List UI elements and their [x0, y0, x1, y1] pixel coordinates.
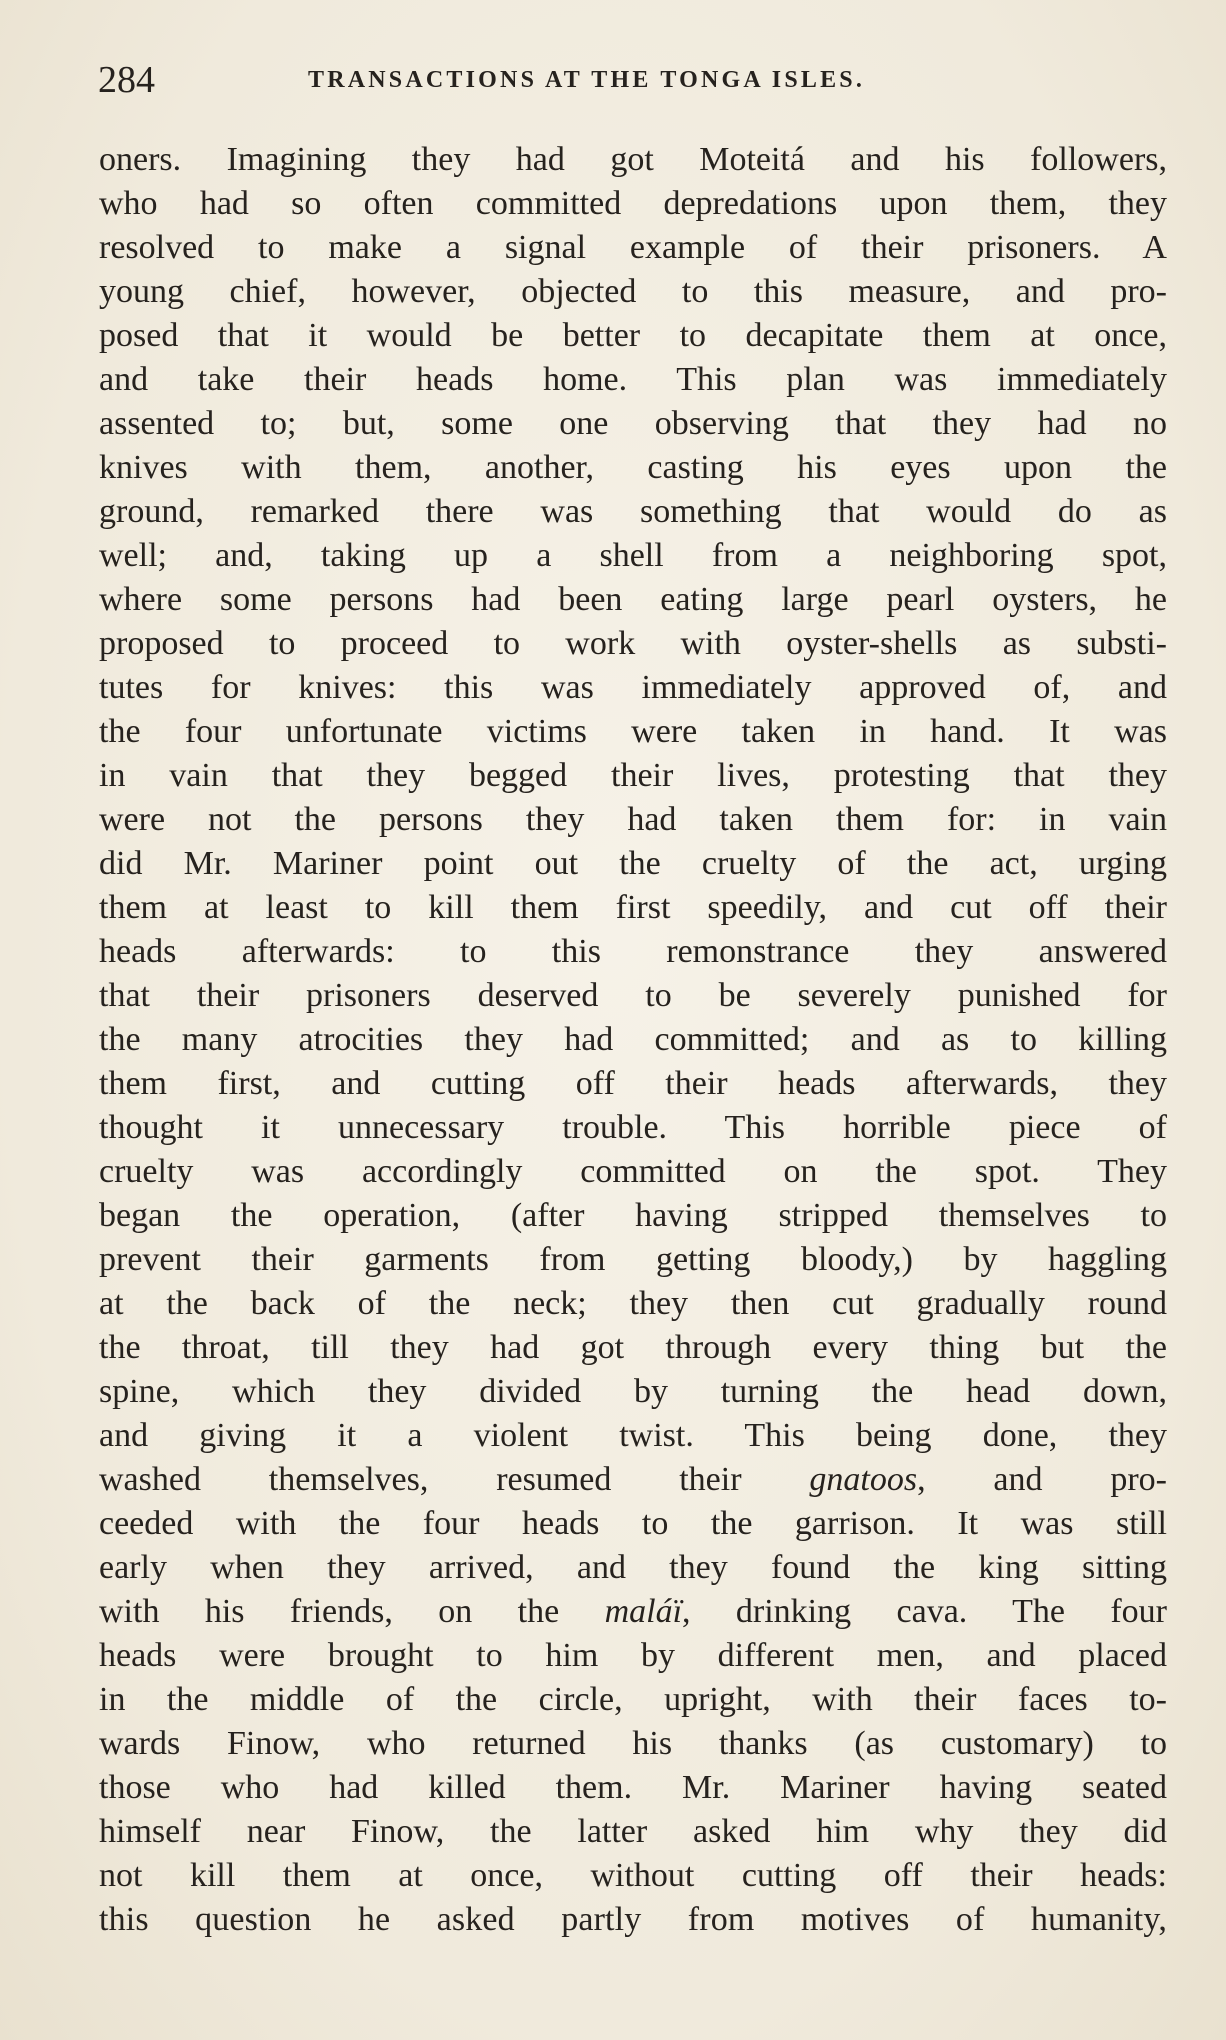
text-line: did Mr. Mariner point out the cruelty of the act, urging [99, 845, 1167, 882]
line-segment: with his friends, on the [99, 1593, 605, 1630]
text-line: early when they arrived, and they found the king sitting [99, 1549, 1167, 1586]
text-line: in vain that they begged their lives, protesting that they [99, 757, 1167, 794]
running-head: TRANSACTIONS AT THE TONGA ISLES. [308, 67, 866, 93]
text-line: and take their heads home. This plan was immediately [99, 361, 1167, 398]
text-line: well; and, taking up a shell from a neighboring spot, [99, 537, 1167, 574]
body-text [99, 138, 1167, 1942]
line-segment: , drinking cava. The four [682, 1593, 1167, 1630]
text-line [99, 1590, 1167, 1634]
text-line [99, 1458, 1167, 1502]
text-line: ground, remarked there was something that would do as [99, 493, 1167, 530]
text-line: not kill them at once, without cutting off their heads: [99, 1857, 1167, 1894]
text-line: cruelty was accordingly committed on the spot. They [99, 1153, 1167, 1190]
text-line: heads were brought to him by different men, and placed [99, 1637, 1167, 1674]
text-line: began the operation, (after having stripped themselves to [99, 1197, 1167, 1234]
text-line: were not the persons they had taken them for: in vain [99, 801, 1167, 838]
text-line: heads afterwards: to this remonstrance they answered [99, 933, 1167, 970]
page-number: 284 [98, 59, 155, 101]
italic-word: maláï [604, 1593, 683, 1630]
text-line: the four unfortunate victims were taken in hand. It was [99, 713, 1167, 750]
text-line: who had so often committed depredations upon them, they [99, 185, 1167, 222]
text-line: oners. Imagining they had got Moteitá and his followers, [99, 141, 1167, 178]
text-line: posed that it would be better to decapitate them at once, [99, 317, 1167, 354]
text-line: thought it unnecessary trouble. This horrible piece of [99, 1109, 1167, 1146]
text-line: young chief, however, objected to this measure, and pro- [99, 273, 1167, 310]
text-line: them at least to kill them first speedily, and cut off their [99, 889, 1167, 926]
text-line: at the back of the neck; they then cut gradually round [99, 1285, 1167, 1322]
text-line: and giving it a violent twist. This being done, they [99, 1417, 1167, 1454]
italic-word: gnatoos [809, 1461, 918, 1498]
text-line: the throat, till they had got through every thing but the [99, 1329, 1167, 1366]
text-line: spine, which they divided by turning the head down, [99, 1373, 1167, 1410]
line-segment: washed themselves, resumed their [99, 1461, 810, 1498]
text-line: them first, and cutting off their heads afterwards, they [99, 1065, 1167, 1102]
line-segment: , and pro- [917, 1461, 1167, 1498]
text-line: that their prisoners deserved to be severely punished for [99, 977, 1167, 1014]
text-line: prevent their garments from getting bloody,) by haggling [99, 1241, 1167, 1278]
text-line: wards Finow, who returned his thanks (as customary) to [99, 1725, 1167, 1762]
text-line: those who had killed them. Mr. Mariner having seated [99, 1769, 1167, 1806]
text-line: ceeded with the four heads to the garrison. It was still [99, 1505, 1167, 1542]
text-line: tutes for knives: this was immediately approved of, and [99, 669, 1167, 706]
page-header [98, 52, 1166, 108]
text-line: where some persons had been eating large pearl oysters, he [99, 581, 1167, 618]
text-line: proposed to proceed to work with oyster-shells as substi- [99, 625, 1167, 662]
text-line: himself near Finow, the latter asked him why they did [99, 1813, 1167, 1850]
text-line: knives with them, another, casting his eyes upon the [99, 449, 1167, 486]
text-line: the many atrocities they had committed; and as to killing [99, 1021, 1167, 1058]
text-line: in the middle of the circle, upright, with their faces to- [99, 1681, 1167, 1718]
text-line: resolved to make a signal example of their prisoners. A [99, 229, 1167, 266]
text-line: assented to; but, some one observing that they had no [99, 405, 1167, 442]
text-line: this question he asked partly from motives of humanity, [99, 1901, 1167, 1938]
